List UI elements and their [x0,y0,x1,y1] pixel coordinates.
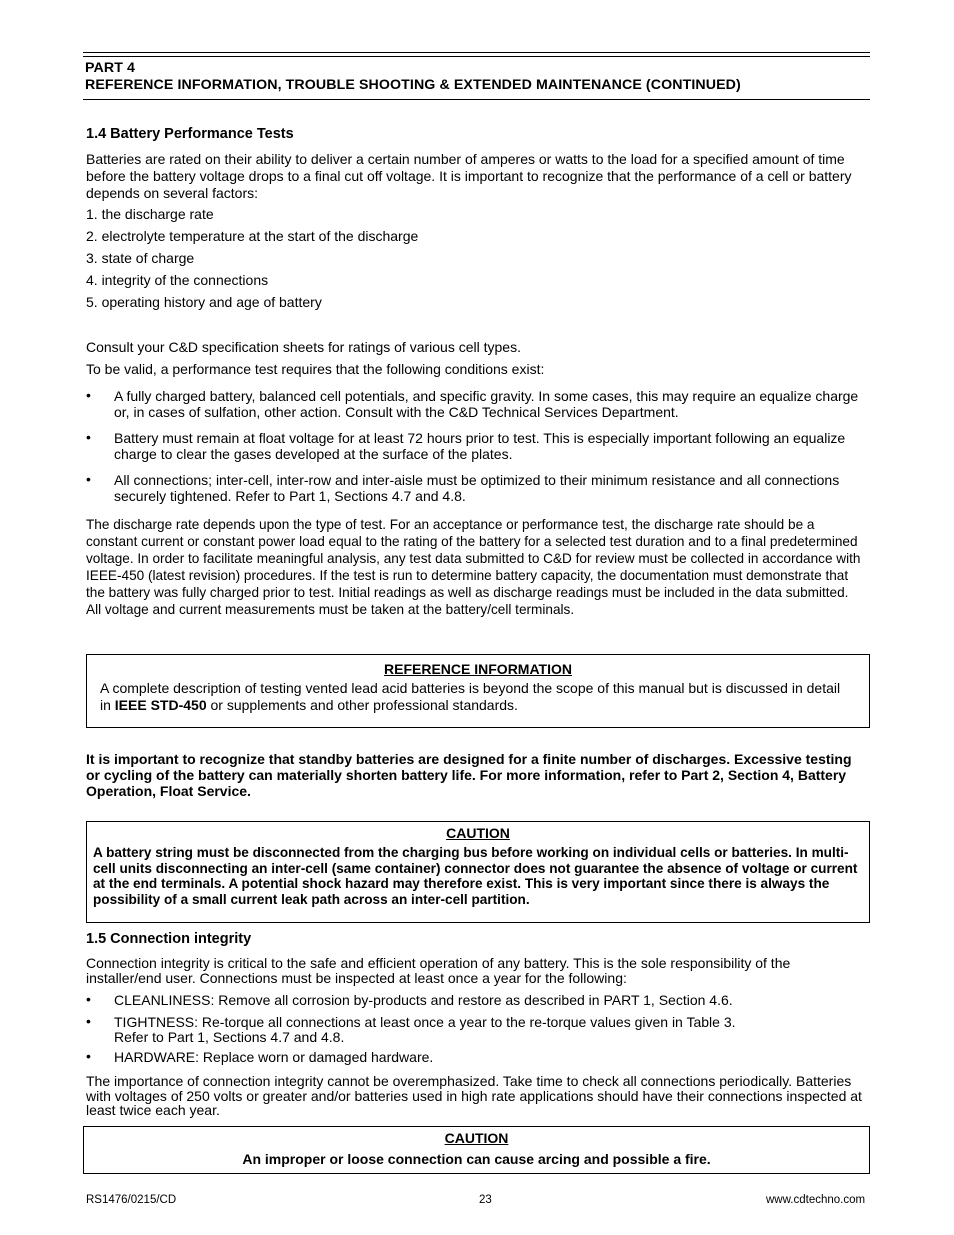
header-rule-top [83,52,870,53]
header-rule-bottom [83,99,870,100]
bullet-icon: • [86,1013,91,1029]
condition-item: Battery must remain at float voltage for at least 72 hours prior to test. This is especially important following an equalize charge to clear the gases developed at the surface of the plates. [114,430,846,462]
connection-intro: Connection integrity is critical to the safe and efficient operation of any battery. This is the sole responsibility of the installer/end user. Connections must be inspected at least once a year for the following: [86,955,791,986]
connection-item: HARDWARE: Replace worn or damaged hardware. [114,1049,434,1065]
bullet-icon: • [86,387,91,403]
factor-item: 5. operating history and age of battery [86,294,322,310]
connection-item: TIGHTNESS: Re-torque all connections at least once a year to the re-torque values given in Table 3. [114,1014,736,1030]
part-label: PART 4 [85,60,135,76]
page-title: REFERENCE INFORMATION, TROUBLE SHOOTING & EXTENDED MAINTENANCE (CONTINUED) [85,77,741,93]
importance-paragraph: The importance of connection integrity cannot be overemphasized. Take time to check all connections periodically. Batteries with voltages of 250 volts or greater and/or batteries used in high rate applications should have their connections inspected at least twice each year. [86,1073,862,1118]
section-heading-1-4: 1.4 Battery Performance Tests [86,126,294,142]
factor-item: 4. integrity of the connections [86,272,269,288]
reference-text-before: A complete description of testing vented lead acid batteries is beyond the scope of this manual but is discussed in detail in [100,680,841,713]
factor-item: 2. electrolyte temperature at the start of the discharge [86,228,419,244]
caution-title: CAUTION [444,1130,509,1146]
bullet-icon: • [86,991,91,1007]
reference-info-box [86,654,870,728]
reference-info-text [100,680,849,714]
valid-paragraph: To be valid, a performance test requires that the following conditions exist: [86,361,545,377]
bullet-icon: • [86,471,91,487]
caution-title: CAUTION [446,825,510,841]
website-link[interactable]: www.cdtechno.com [766,1194,866,1206]
reference-standard: IEEE STD-450 [114,697,207,713]
factor-item: 3. state of charge [86,250,195,266]
discharge-paragraph: The discharge rate depends upon the type of test. For an acceptance or performance test, the discharge rate should be a constant current or constant power load equal to the rating of the battery for a selected test duration and to a final predetermined voltage. In order to facilitate meaningful analysis, any test data submitted to C&D for review must be collected in accordance with IEEE-450 (latest revision) procedures. If the test is run to determine battery capacity, the documentation must demonstrate that the battery was fully charged prior to test. Initial readings as well as discharge readings must be included in the data submitted. All voltage and current measurements must be taken at the battery/cell terminals. [86,517,861,617]
caution-text: A battery string must be disconnected from the charging bus before working on individual cells or batteries. In multi-cell units disconnecting an inter-cell (same container) connector does not guarantee the absence of voltage or current at the end terminals. A potential shock hazard may therefore exist. This is very important since there is always the possibility of a small current leak path across an inter-cell partition. [93,845,858,907]
important-note: It is important to recognize that standby batteries are designed for a finite number of discharges. Excessive testing or cycling of the battery can materially shorten battery life. For more information, refer to Part 2, Section 4, Battery Operation, Float Service. [86,751,852,799]
header-rule-top-2 [83,56,870,57]
connection-item: CLEANLINESS: Remove all corrosion by-products and restore as described in PART 1, Section 4.6. [114,992,733,1008]
condition-item: All connections; inter-cell, inter-row and inter-aisle must be optimized to their minimum resistance and all connections securely tightened. Refer to Part 1, Sections 4.7 and 4.8. [114,472,840,504]
condition-item: A fully charged battery, balanced cell potentials, and specific gravity. In some cases, this may require an equalize charge or, in cases of sulfation, other action. Consult with the C&D Technical Services Department. [114,388,859,420]
connection-item-continued: Refer to Part 1, Sections 4.7 and 4.8. [114,1029,345,1045]
intro-paragraph: Batteries are rated on their ability to deliver a certain number of amperes or watts to the load for a specified amount of time before the battery voltage drops to a final cut off voltage. It is important to recognize that the performance of a cell or battery depends on several factors: [86,151,852,201]
page-number: 23 [479,1194,492,1206]
reference-info-title: REFERENCE INFORMATION [384,661,572,677]
section-heading-1-5: 1.5 Connection integrity [86,931,252,947]
caution-box [86,821,870,923]
factor-item: 1. the discharge rate [86,206,214,222]
bullet-icon: • [86,1048,91,1064]
consult-paragraph: Consult your C&D specification sheets for ratings of various cell types. [86,339,521,355]
doc-number: RS1476/0215/CD [86,1194,177,1206]
reference-text-after: or supplements and other professional standards. [206,697,518,713]
bullet-icon: • [86,429,91,445]
caution-box-2 [83,1126,870,1174]
caution-text: An improper or loose connection can cause arcing and possible a fire. [242,1151,711,1167]
